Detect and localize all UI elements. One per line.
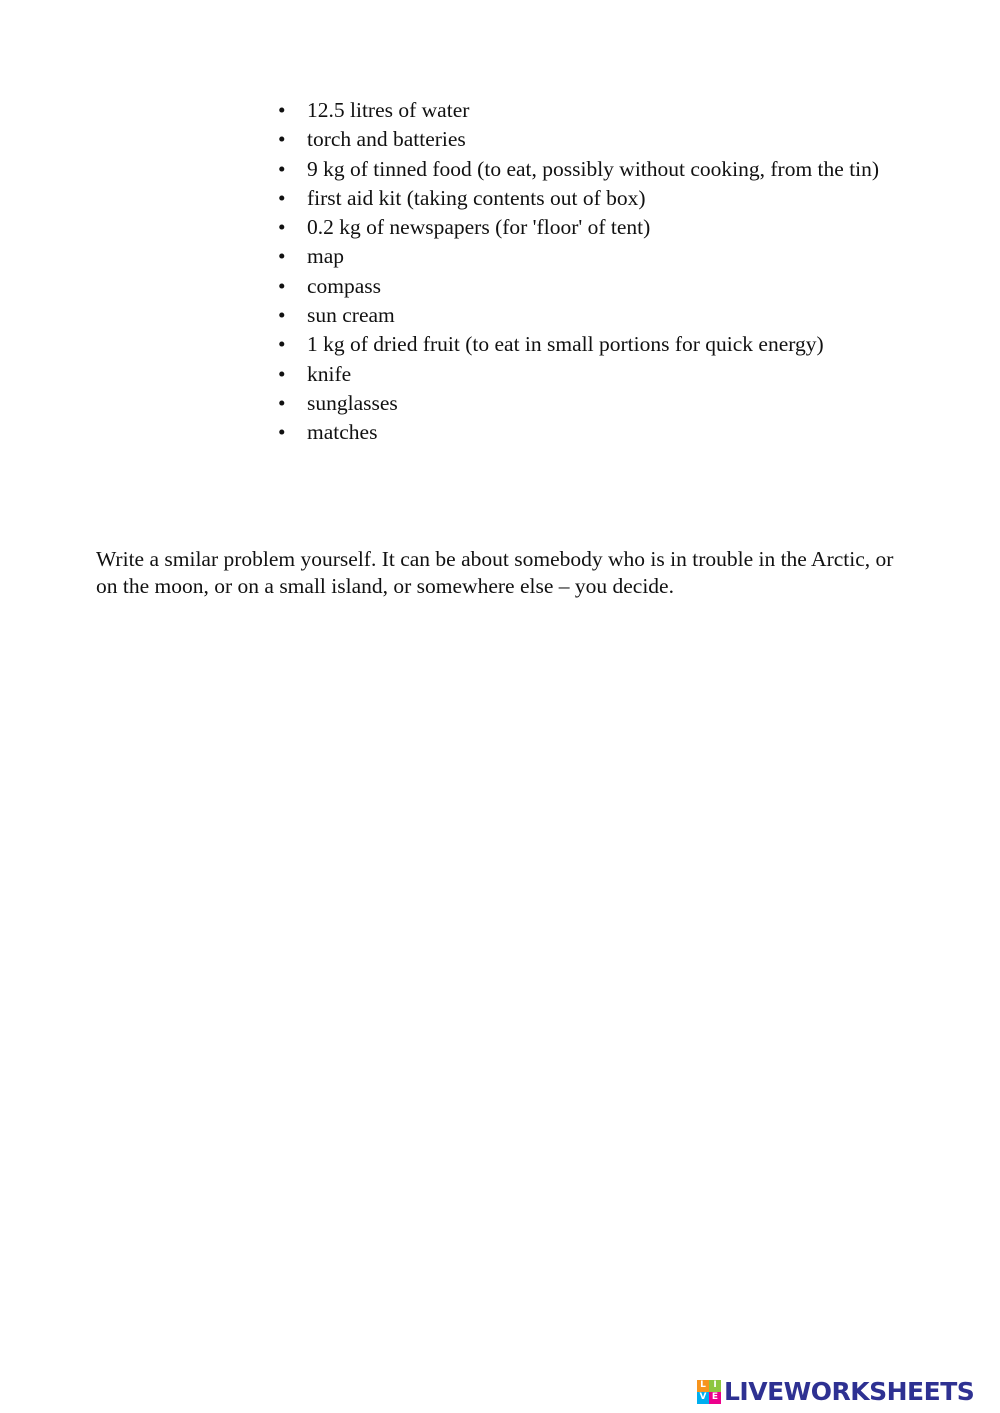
- list-item: [278, 302, 898, 328]
- list-item: [278, 273, 898, 299]
- list-item: [278, 331, 898, 357]
- bullet: •: [278, 185, 286, 210]
- list-item: [278, 243, 898, 269]
- list-item: [278, 156, 898, 182]
- list-item-text: sunglasses: [307, 390, 398, 415]
- list-item-text: torch and batteries: [307, 127, 466, 152]
- list-item-text: 0.2 kg of newspapers (for 'floor' of tent): [307, 215, 651, 240]
- list-item: [278, 185, 898, 211]
- bullet: •: [278, 156, 286, 181]
- list-item-text: 12.5 litres of water: [307, 98, 470, 122]
- list-item-text: knife: [307, 361, 352, 386]
- bullet: •: [278, 127, 286, 152]
- list-item-text: compass: [307, 273, 382, 298]
- list-item-text: first aid kit (taking contents out of box): [307, 185, 646, 210]
- bullet: •: [278, 244, 286, 269]
- logo-mark-cell: I: [709, 1380, 721, 1392]
- logo-mark-cell: L: [697, 1380, 709, 1392]
- list-item: [278, 97, 898, 123]
- logo-mark-cell: V: [697, 1392, 709, 1404]
- logo-text: LIVEWORKSHEETS: [724, 1377, 975, 1406]
- logo-mark-cell: E: [709, 1392, 721, 1404]
- liveworksheets-logo: [697, 1379, 974, 1404]
- bullet: •: [278, 215, 286, 240]
- bullet: •: [278, 273, 286, 298]
- list-item: [278, 419, 898, 445]
- list-item: [278, 214, 898, 240]
- list-item: [278, 390, 898, 416]
- list-item: [278, 126, 898, 152]
- list-item: [278, 361, 898, 387]
- supply-list: [278, 97, 898, 449]
- bullet: •: [278, 361, 286, 386]
- list-item-text: 9 kg of tinned food (to eat, possibly without cooking, from the tin): [307, 156, 880, 181]
- bullet: •: [278, 98, 286, 122]
- list-item-text: sun cream: [307, 303, 395, 328]
- bullet: •: [278, 390, 286, 415]
- bullet: •: [278, 420, 286, 445]
- list-item-text: matches: [307, 420, 378, 445]
- logo-mark-icon: [697, 1380, 721, 1404]
- bullet: •: [278, 303, 286, 328]
- bullet: •: [278, 332, 286, 357]
- list-item-text: map: [307, 244, 345, 269]
- task-paragraph: Write a smilar problem yourself. It can be about somebody who is in trouble in the Arctic, or on the moon, or on a small island, or somewhere else – you decide.: [96, 547, 894, 598]
- list-item-text: 1 kg of dried fruit (to eat in small portions for quick energy): [307, 332, 824, 357]
